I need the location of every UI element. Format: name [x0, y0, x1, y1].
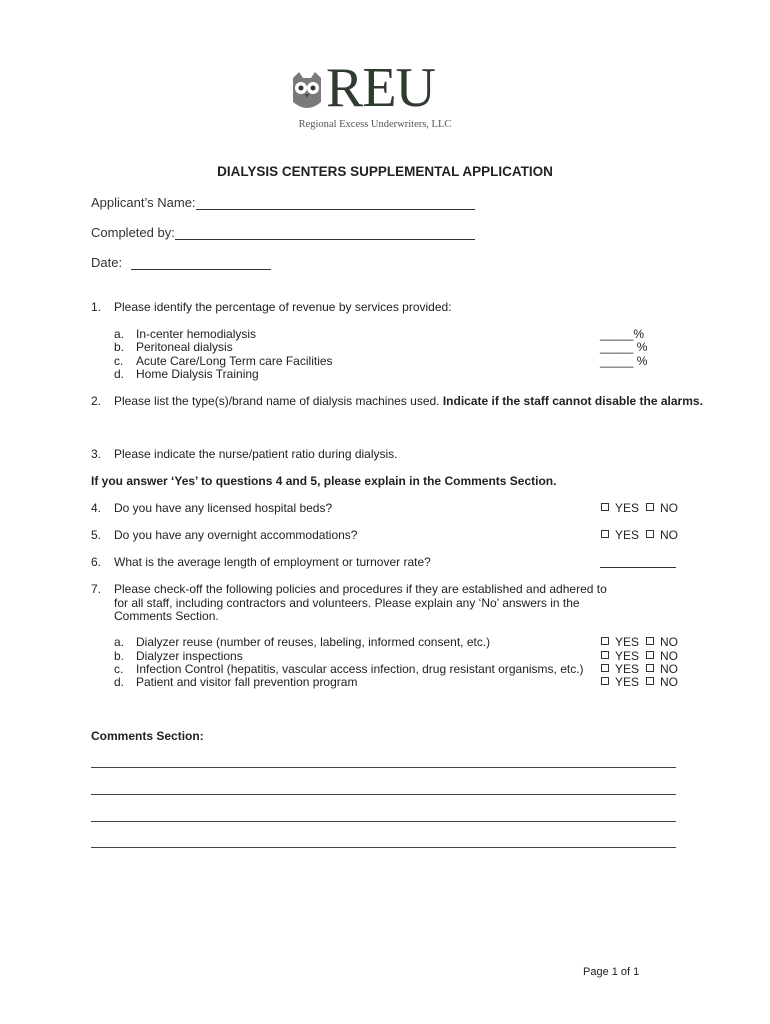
question-number: 2. [91, 394, 102, 408]
question-6-text: What is the average length of employment or turnover rate? [114, 555, 431, 569]
item-letter: d. [114, 675, 125, 689]
company-logo [290, 57, 460, 136]
no-label: NO [660, 675, 678, 689]
question-7-line: for all staff, including contractors and volunteers. Please explain any ‘No’ answers in the [114, 596, 580, 610]
question-2-text [114, 394, 703, 408]
question-3-text: Please indicate the nurse/patient ratio during dialysis. [114, 447, 398, 461]
item-letter: a. [114, 327, 125, 341]
item-text: Dialyzer reuse (number of reuses, labeling, informed consent, etc.) [136, 635, 491, 649]
item-letter: c. [114, 662, 124, 676]
applicant-name-field[interactable] [196, 209, 475, 210]
yes-label: YES [615, 662, 640, 676]
owl-logo-icon [290, 72, 324, 112]
checkbox-icon [646, 503, 654, 511]
comment-line[interactable] [91, 847, 676, 848]
instruction-note: If you answer ‘Yes’ to questions 4 and 5, please explain in the Comments Section. [91, 474, 557, 488]
no-label: NO [660, 501, 678, 515]
logo-subtitle: Regional Excess Underwriters, LLC [298, 119, 452, 130]
yes-checkbox[interactable] [601, 662, 639, 676]
question-2-main: Please list the type(s)/brand name of dialysis machines used. [114, 394, 440, 408]
checkbox-icon [601, 664, 609, 672]
yes-label: YES [615, 528, 640, 542]
item-text: Patient and visitor fall prevention program [136, 675, 358, 689]
checkbox-icon [646, 530, 654, 538]
question-7-line: Comments Section. [114, 609, 219, 623]
checkbox-icon [601, 530, 609, 538]
question-2-bold: Indicate if the staff cannot disable the alarms. [442, 394, 703, 408]
completed-by-label: Completed by: [91, 225, 175, 240]
question-number: 5. [91, 528, 102, 542]
percentage-field[interactable]: _____ % [600, 354, 648, 368]
question-number: 1. [91, 300, 102, 314]
checkbox-icon [646, 651, 654, 659]
no-checkbox[interactable] [646, 649, 678, 663]
question-4-text: Do you have any licensed hospital beds? [114, 501, 333, 515]
comment-line[interactable] [91, 767, 676, 768]
yes-label: YES [615, 649, 640, 663]
question-number: 4. [91, 501, 102, 515]
completed-by-field[interactable] [175, 239, 475, 240]
no-label: NO [660, 649, 678, 663]
question-1-text: Please identify the percentage of revenue by services provided: [114, 300, 452, 314]
applicant-name-label: Applicant’s Name: [91, 195, 196, 210]
no-checkbox[interactable] [646, 635, 678, 649]
no-checkbox[interactable] [646, 528, 678, 542]
percentage-field[interactable]: _____ % [600, 340, 648, 354]
item-letter: d. [114, 367, 125, 381]
date-field[interactable] [131, 269, 271, 270]
question-5-text: Do you have any overnight accommodations? [114, 528, 358, 542]
comment-line[interactable] [91, 821, 676, 822]
turnover-rate-field[interactable] [600, 567, 676, 568]
no-checkbox[interactable] [646, 501, 678, 515]
logo-wordmark: REU [326, 57, 435, 119]
no-checkbox[interactable] [646, 662, 678, 676]
no-label: NO [660, 635, 678, 649]
item-letter: b. [114, 649, 125, 663]
date-label: Date: [91, 255, 123, 270]
no-checkbox[interactable] [646, 675, 678, 689]
page-title: DIALYSIS CENTERS SUPPLEMENTAL APPLICATION [217, 164, 553, 179]
yes-checkbox[interactable] [601, 635, 639, 649]
checkbox-icon [601, 651, 609, 659]
question-number: 3. [91, 447, 102, 461]
percentage-field[interactable]: _____% [600, 327, 645, 341]
item-text: Peritoneal dialysis [136, 340, 233, 354]
item-text: Dialyzer inspections [136, 649, 243, 663]
checkbox-icon [646, 637, 654, 645]
yes-checkbox[interactable] [601, 649, 639, 663]
checkbox-icon [601, 677, 609, 685]
yes-label: YES [615, 635, 640, 649]
item-letter: c. [114, 354, 124, 368]
item-letter: b. [114, 340, 125, 354]
question-7-line: Please check-off the following policies and procedures if they are established and adhered to [114, 582, 607, 596]
item-text: Home Dialysis Training [136, 367, 259, 381]
item-text: Acute Care/Long Term care Facilities [136, 354, 333, 368]
comment-line[interactable] [91, 794, 676, 795]
question-number: 7. [91, 582, 102, 596]
no-label: NO [660, 662, 678, 676]
item-letter: a. [114, 635, 125, 649]
checkbox-icon [601, 503, 609, 511]
yes-checkbox[interactable] [601, 501, 639, 515]
checkbox-icon [601, 637, 609, 645]
item-text: In-center hemodialysis [136, 327, 257, 341]
yes-checkbox[interactable] [601, 528, 639, 542]
question-number: 6. [91, 555, 102, 569]
yes-label: YES [615, 501, 640, 515]
page-number: Page 1 of 1 [583, 966, 640, 978]
checkbox-icon [646, 677, 654, 685]
item-text: Infection Control (hepatitis, vascular access infection, drug resistant organisms, etc.) [136, 662, 584, 676]
comments-section-label: Comments Section: [91, 729, 204, 743]
yes-label: YES [615, 675, 640, 689]
yes-checkbox[interactable] [601, 675, 639, 689]
no-label: NO [660, 528, 678, 542]
checkbox-icon [646, 664, 654, 672]
